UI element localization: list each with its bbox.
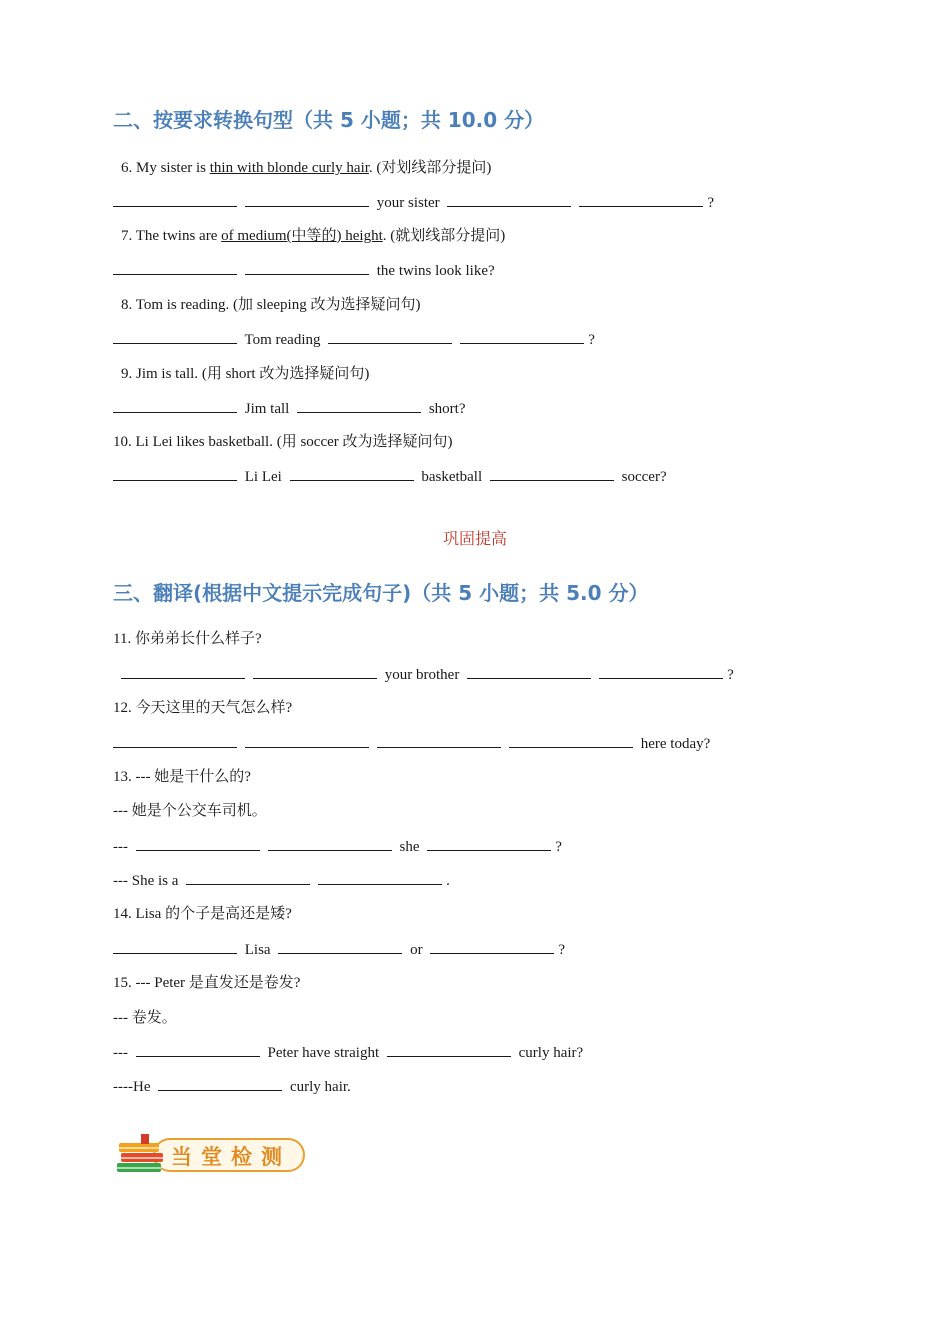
blank[interactable] xyxy=(113,939,237,954)
blank[interactable] xyxy=(377,733,501,748)
q13-prompt: 13. --- 她是干什么的? xyxy=(113,769,251,785)
blank[interactable] xyxy=(427,836,551,851)
blank[interactable] xyxy=(113,260,237,275)
q6-prompt: 6. My sister is thin with blonde curly hair. (对划线部分提问) xyxy=(121,160,492,176)
blank[interactable] xyxy=(447,192,571,207)
blank[interactable] xyxy=(113,466,237,481)
blank[interactable] xyxy=(158,1076,282,1091)
blank[interactable] xyxy=(278,939,402,954)
q12-answer: here today? xyxy=(113,733,710,754)
blank[interactable] xyxy=(387,1042,511,1057)
q11-answer: your brother ? xyxy=(121,664,734,685)
q10-answer: Li Lei basketball soccer? xyxy=(113,466,667,487)
blank[interactable] xyxy=(136,836,260,851)
blank[interactable] xyxy=(579,192,703,207)
q8-answer: Tom reading ? xyxy=(113,329,595,350)
books-icon xyxy=(113,1131,173,1181)
blank[interactable] xyxy=(297,398,421,413)
q15-line2: --- 卷发。 xyxy=(113,1010,177,1026)
blank[interactable] xyxy=(113,192,237,207)
q7-answer: the twins look like? xyxy=(113,260,495,281)
blank[interactable] xyxy=(490,466,614,481)
q8-prompt: 8. Tom is reading. (加 sleeping 改为选择疑问句) xyxy=(121,297,421,313)
blank[interactable] xyxy=(509,733,633,748)
q15-prompt: 15. --- Peter 是直发还是卷发? xyxy=(113,975,301,991)
q7-prompt: 7. The twins are of medium(中等的) height. (就划线部分提问) xyxy=(121,228,506,244)
q6-answer: your sister ? xyxy=(113,192,714,213)
q12-prompt: 12. 今天这里的天气怎么样? xyxy=(113,700,293,716)
blank[interactable] xyxy=(136,1042,260,1057)
blank[interactable] xyxy=(460,329,584,344)
blank[interactable] xyxy=(328,329,452,344)
blank[interactable] xyxy=(268,836,392,851)
q14-answer: Lisa or ? xyxy=(113,939,565,960)
blank[interactable] xyxy=(113,398,237,413)
blank[interactable] xyxy=(113,733,237,748)
blank[interactable] xyxy=(467,664,591,679)
blank[interactable] xyxy=(253,664,377,679)
q14-prompt: 14. Lisa 的个子是高还是矮? xyxy=(113,906,292,922)
q15-answer: --- Peter have straight curly hair? xyxy=(113,1042,583,1063)
blank[interactable] xyxy=(245,733,369,748)
q10-prompt: 10. Li Lei likes basketball. (用 soccer 改为选择疑问句) xyxy=(113,434,453,450)
blank[interactable] xyxy=(186,870,310,885)
q13-line2: --- 她是个公交车司机。 xyxy=(113,803,267,819)
q9-answer: Jim tall short? xyxy=(113,398,466,419)
q15-answer2: ----He curly hair. xyxy=(113,1076,351,1097)
blank[interactable] xyxy=(245,260,369,275)
consolidate-label: 巩固提高 xyxy=(442,531,507,548)
section3-title: 三、翻译(根据中文提示完成句子)（共 5 小题；共 5.0 分） xyxy=(113,581,649,605)
q11-prompt: 11. 你弟弟长什么样子? xyxy=(113,631,262,647)
blank[interactable] xyxy=(290,466,414,481)
q9-prompt: 9. Jim is tall. (用 short 改为选择疑问句) xyxy=(121,366,370,382)
blank[interactable] xyxy=(430,939,554,954)
section2-title: 二、按要求转换句型（共 5 小题；共 10.0 分） xyxy=(113,108,545,132)
blank[interactable] xyxy=(121,664,245,679)
q13-answer: --- she ? xyxy=(113,836,562,857)
blank[interactable] xyxy=(245,192,369,207)
q13-answer2: --- She is a . xyxy=(113,870,450,891)
in-class-check-badge xyxy=(113,1131,309,1181)
blank[interactable] xyxy=(599,664,723,679)
badge-label: 当堂检测 xyxy=(171,1145,291,1169)
blank[interactable] xyxy=(318,870,442,885)
blank[interactable] xyxy=(113,329,237,344)
